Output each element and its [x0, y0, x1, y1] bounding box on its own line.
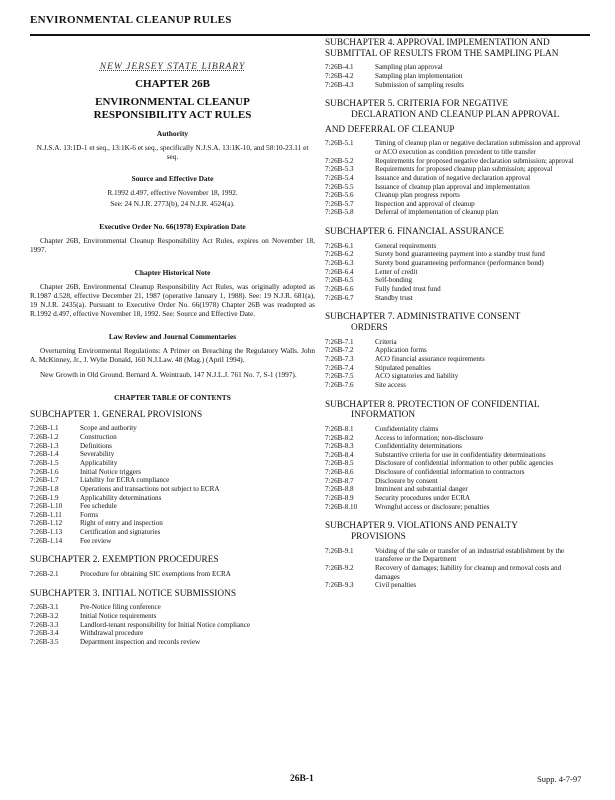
toc-rule: [30, 468, 315, 477]
left-column: [30, 62, 315, 647]
rule-title: Applicability: [80, 458, 118, 467]
toc-rule: [30, 442, 315, 451]
rule-title: Timing of cleanup plan or negative declaration submission and approval or ACO execution as condition precedent to title transfer: [375, 139, 581, 156]
rule-title: Civil penalties: [375, 581, 417, 590]
rule-number: 7:26B-5.5: [325, 182, 354, 191]
toc-rule: [325, 294, 587, 303]
rule-title: Criteria: [375, 337, 397, 346]
chapter-title: ENVIRONMENTAL CLEANUP RESPONSIBILITY ACT RULES: [93, 96, 252, 121]
toc-rule: [325, 63, 587, 72]
subchapter-heading: SUBCHAPTER 9. VIOLATIONS AND PENALTY PROVISIONS: [325, 521, 518, 542]
library-stamp: NEW JERSEY STATE LIBRARY: [99, 62, 246, 72]
toc-rule: [30, 424, 315, 433]
toc-rule: [30, 629, 315, 638]
toc-rule: [325, 372, 587, 381]
rule-number: 7:26B-5.7: [325, 199, 354, 208]
toc-rule: [325, 503, 587, 512]
toc-rule: [325, 208, 587, 217]
rule-title: Requirements for proposed negative declaration submission; approval: [375, 156, 574, 165]
subchapter-heading: SUBCHAPTER 6. FINANCIAL ASSURANCE: [325, 227, 504, 238]
subchapter-heading: SUBCHAPTER 1. GENERAL PROVISIONS: [30, 409, 203, 420]
rule-number: 7:26B-8.7: [325, 476, 354, 485]
toc-rule: [325, 434, 587, 443]
source-heading: Source and Effective Date: [131, 173, 214, 183]
toc-rule: [325, 494, 587, 503]
toc-rule: [325, 174, 587, 183]
rule-title: Submission of sampling results: [375, 80, 464, 89]
historical-note-heading: Chapter Historical Note: [134, 267, 211, 277]
rule-number: 7:26B-1.4: [30, 450, 59, 459]
subchapter-heading: SUBCHAPTER 7. ADMINISTRATIVE CONSENT ORDERS: [325, 312, 521, 333]
toc-rule: [30, 511, 315, 520]
rule-number: 7:26B-8.5: [325, 459, 354, 468]
rule-number: 7:26B-1.5: [30, 458, 59, 467]
rule-title: General requirements: [375, 241, 437, 250]
toc-rule: [325, 425, 587, 434]
supplement-date: Supp. 4-7-97: [537, 774, 582, 784]
rule-title: Scope and authority: [80, 424, 137, 433]
toc-rule: [325, 139, 587, 156]
rule-title: Application forms: [375, 346, 427, 355]
rule-title: Inspection and approval of cleanup: [375, 199, 475, 208]
rule-title: Construction: [80, 433, 117, 442]
rule-number: 7:26B-3.2: [30, 612, 59, 621]
rule-title: Sampling plan implementation: [375, 72, 463, 81]
rule-number: 7:26B-1.9: [30, 493, 59, 502]
toc-rule: [30, 537, 315, 546]
rule-title: ACO financial assurance requirements: [375, 354, 485, 363]
toc-rule: [325, 165, 587, 174]
toc-rule: [30, 603, 315, 612]
rule-title: Disclosure by consent: [375, 476, 438, 485]
toc-rule: [325, 468, 587, 477]
rule-title: Fee schedule: [80, 502, 117, 511]
toc-rule: [30, 502, 315, 511]
toc-rule: [325, 451, 587, 460]
rule-number: 7:26B-5.1: [325, 139, 354, 148]
authority-text: N.J.S.A. 13:1D-1 et seq., 13:1K-6 et seq., specifically N.J.S.A. 13:1K-10, and 58:10-23.11 et seq.: [36, 143, 309, 162]
source-line-1: R.1992 d.497, effective November 18, 1992.: [107, 187, 238, 197]
toc-rule: [325, 547, 587, 564]
rule-title: Initial Notice requirements: [80, 612, 157, 621]
toc-rule: [325, 355, 587, 364]
toc-rule: [30, 612, 315, 621]
rule-number: 7:26B-6.3: [325, 259, 354, 268]
rule-number: 7:26B-5.8: [325, 208, 354, 217]
rule-title: Pre-Notice filing conference: [80, 603, 161, 612]
rule-title: Wrongful access or disclosure; penalties: [375, 502, 490, 511]
rule-number: 7:26B-6.4: [325, 267, 354, 276]
subchapter-heading: SUBCHAPTER 8. PROTECTION OF CONFIDENTIAL INFORMATION: [325, 399, 540, 421]
law-review-para-1: Overturning Environmental Regulations: A Primer on Breaching the Regulatory Walls. John A. McKinney, Jr., J. Wylie Donald, 160 N.J.Law. 48 (Mag.) (April 1994).: [30, 346, 315, 365]
toc-rule: [30, 570, 315, 579]
toc-rule: [325, 268, 587, 277]
rule-title: Deferral of implementation of cleanup plan: [375, 208, 499, 217]
rule-title: Site access: [375, 380, 406, 389]
rule-number: 7:26B-1.7: [30, 476, 59, 485]
historical-note-text: Chapter 26B, Environmental Cleanup Responsibility Act Rules, was originally adopted as R.1987 d.528, effective December 21, 1987 (operative January 1, 1988). See: 19 N.J.R. 681(a), 19 N.J.R. 2435(a). Pursuant to Executive Order No. 66(1978) Chapter 26B was readopted as R.1992 d.497, effective November 18, 1992. See: Source and Effective Date.: [30, 281, 315, 319]
rule-title: Definitions: [80, 441, 112, 450]
toc-rule: [30, 638, 315, 647]
rule-title: Forms: [80, 510, 99, 519]
rule-title: Issuance and duration of negative declaration approval: [375, 173, 531, 182]
rule-number: 7:26B-8.6: [325, 468, 354, 477]
rule-title: Issuance of cleanup plan approval and implementation: [375, 182, 530, 191]
subchapter-heading: SUBCHAPTER 4. APPROVAL IMPLEMENTATION AND SUBMITTAL OF RESULTS FROM THE SAMPLING PLAN: [325, 38, 559, 59]
rule-number: 7:26B-6.1: [325, 241, 354, 250]
rule-title: Imminent and substantial danger: [375, 485, 468, 494]
subchapter-heading: AND DEFERRAL OF CLEANUP: [325, 124, 455, 135]
rule-number: 7:26B-1.8: [30, 484, 59, 493]
toc-rule: [325, 81, 587, 90]
rule-number: 7:26B-8.3: [325, 442, 354, 451]
rule-number: 7:26B-5.4: [325, 173, 354, 182]
rule-title: Recovery of damages; liability for cleanup and removal costs and damages: [375, 563, 562, 581]
toc-rule: [325, 485, 587, 494]
toc-rule: [30, 528, 315, 537]
subchapter-heading: SUBCHAPTER 5. CRITERIA FOR NEGATIVE DECLARATION AND CLEANUP PLAN APPROVAL: [325, 99, 560, 120]
rule-number: 7:26B-9.1: [325, 546, 354, 555]
rule-number: 7:26B-1.1: [30, 424, 59, 433]
rule-title: Surety bond guaranteeing payment into a standby trust fund: [375, 250, 545, 259]
rule-number: 7:26B-7.1: [325, 337, 354, 346]
rule-title: Security procedures under ECRA: [375, 494, 471, 503]
rule-title: Applicability determinations: [80, 493, 162, 502]
rule-title: Department inspection and records review: [80, 637, 201, 646]
toc-rule: [325, 285, 587, 294]
toc-rule: [325, 442, 587, 451]
rule-title: Severability: [80, 450, 115, 459]
law-review-heading: Law Review and Journal Commentaries: [108, 332, 237, 342]
rule-number: 7:26B-5.6: [325, 191, 354, 200]
rule-title: Fully funded trust fund: [375, 285, 441, 294]
toc-rule: [325, 564, 587, 581]
rule-title: Voiding of the sale or transfer of an industrial establishment by the transferee or the Department: [375, 546, 565, 564]
toc-rule: [325, 364, 587, 373]
toc-rule: [325, 259, 587, 268]
toc-rule: [30, 450, 315, 459]
toc-rule: [325, 381, 587, 390]
subchapter-heading: SUBCHAPTER 3. INITIAL NOTICE SUBMISSIONS: [30, 588, 237, 599]
toc-heading: CHAPTER TABLE OF CONTENTS: [114, 392, 231, 402]
law-review-para-2: New Growth in Old Ground. Bernard A. Weintraub, 147 N.J.L.J. 761 No. 7, S-1 (1997).: [40, 369, 297, 379]
running-header: [30, 6, 590, 36]
rule-title: Confidentiality determinations: [375, 442, 462, 451]
rule-title: Operations and transactions not subject to ECRA: [80, 484, 220, 493]
rule-number: 7:26B-4.1: [325, 63, 354, 72]
rule-title: Sampling plan approval: [375, 63, 443, 72]
rule-number: 7:26B-7.4: [325, 363, 354, 372]
toc-rule: [325, 157, 587, 166]
rule-number: 7:26B-8.2: [325, 433, 354, 442]
toc-rule: [325, 477, 587, 486]
toc-rule: [30, 459, 315, 468]
rule-number: 7:26B-1.2: [30, 433, 59, 442]
rule-number: 7:26B-8.10: [325, 502, 358, 511]
rule-number: 7:26B-8.8: [325, 485, 354, 494]
rule-title: Confidentiality claims: [375, 424, 439, 433]
rule-number: 7:26B-1.14: [30, 536, 63, 545]
toc-rule: [30, 433, 315, 442]
toc-rule: [325, 183, 587, 192]
rule-number: 7:26B-5.2: [325, 156, 354, 165]
toc-rule: [30, 621, 315, 630]
toc-rule: [30, 485, 315, 494]
rule-number: 7:26B-9.3: [325, 581, 354, 590]
rule-number: 7:26B-7.6: [325, 380, 354, 389]
rule-number: 7:26B-6.6: [325, 285, 354, 294]
rule-title: Right of entry and inspection: [80, 519, 163, 528]
source-line-2: See: 24 N.J.R. 2773(b), 24 N.J.R. 4524(a).: [110, 198, 235, 208]
rule-title: Landlord-tenant responsibility for Initial Notice compliance: [80, 620, 251, 629]
chapter-number: CHAPTER 26B: [135, 78, 210, 90]
rule-number: 7:26B-9.2: [325, 563, 354, 572]
rule-number: 7:26B-1.10: [30, 502, 63, 511]
toc-rule: [30, 476, 315, 485]
rule-number: 7:26B-3.3: [30, 620, 59, 629]
rule-number: 7:26B-4.3: [325, 80, 354, 89]
rule-title: Procedure for obtaining SIC exemptions from ECRA: [80, 570, 231, 579]
executive-order-text: Chapter 26B, Environmental Cleanup Responsibility Act Rules, expires on November 18, 1997.: [30, 235, 315, 254]
rule-number: 7:26B-1.3: [30, 441, 59, 450]
rule-number: 7:26B-5.3: [325, 165, 354, 174]
rule-title: Disclosure of confidential information to other public agencies: [375, 459, 554, 468]
rule-number: 7:26B-3.4: [30, 629, 59, 638]
authority-heading: Authority: [156, 129, 189, 139]
toc-rule: [325, 581, 587, 590]
toc-rule: [325, 191, 587, 200]
toc-rule: [30, 519, 315, 528]
rule-number: 7:26B-7.2: [325, 346, 354, 355]
rule-title: Substantive criteria for use in confidentiality determinations: [375, 450, 546, 459]
toc-rule: [325, 72, 587, 81]
subchapter-heading: SUBCHAPTER 2. EXEMPTION PROCEDURES: [30, 555, 219, 566]
rule-title: Self-bonding: [375, 276, 413, 285]
rule-title: Initial Notice triggers: [80, 467, 142, 476]
rule-number: 7:26B-4.2: [325, 72, 354, 81]
toc-rule: [325, 459, 587, 468]
toc-rule: [325, 242, 587, 251]
toc-rule: [325, 250, 587, 259]
toc-rule: [30, 494, 315, 503]
right-column: [325, 38, 587, 590]
rule-title: Standby trust: [375, 293, 413, 302]
toc-rule: [325, 346, 587, 355]
rule-number: 7:26B-7.3: [325, 354, 354, 363]
rule-number: 7:26B-1.13: [30, 528, 63, 537]
toc-rule: [325, 200, 587, 209]
page-number: 26B-1: [290, 774, 314, 784]
rule-title: ACO signatories and liability: [375, 372, 459, 381]
rule-title: Fee review: [80, 536, 112, 545]
rule-number: 7:26B-6.5: [325, 276, 354, 285]
rule-number: 7:26B-3.5: [30, 637, 59, 646]
rule-number: 7:26B-8.9: [325, 494, 354, 503]
executive-order-heading: Executive Order No. 66(1978) Expiration Date: [99, 221, 246, 231]
rule-number: 7:26B-1.6: [30, 467, 59, 476]
toc-rule: [325, 276, 587, 285]
rule-title: Disclosure of confidential information to contractors: [375, 468, 525, 477]
rule-number: 7:26B-8.4: [325, 450, 354, 459]
rule-title: Access to information; non-disclosure: [375, 433, 484, 442]
rule-title: Liability for ECRA compliance: [80, 476, 170, 485]
rule-number: 7:26B-1.12: [30, 519, 63, 528]
rule-number: 7:26B-6.2: [325, 250, 354, 259]
rule-number: 7:26B-8.1: [325, 424, 354, 433]
rule-number: 7:26B-7.5: [325, 372, 354, 381]
rule-title: Letter of credit: [375, 267, 418, 276]
rule-number: 7:26B-6.7: [325, 293, 354, 302]
rule-number: 7:26B-3.1: [30, 603, 59, 612]
rule-title: Requirements for proposed cleanup plan submission; approval: [375, 165, 553, 174]
rule-title: Stipulated penalties: [375, 363, 431, 372]
rule-title: Certification and signatories: [80, 528, 161, 537]
rule-number: 7:26B-1.11: [30, 510, 62, 519]
toc-rule: [325, 338, 587, 347]
rule-title: Surety bond guaranteeing performance (performance bond): [375, 259, 544, 268]
running-header-title: ENVIRONMENTAL CLEANUP RULES: [30, 14, 232, 26]
rule-title: Withdrawal procedure: [80, 629, 144, 638]
rule-title: Cleanup plan progress reports: [375, 191, 460, 200]
rule-number: 7:26B-2.1: [30, 570, 59, 579]
